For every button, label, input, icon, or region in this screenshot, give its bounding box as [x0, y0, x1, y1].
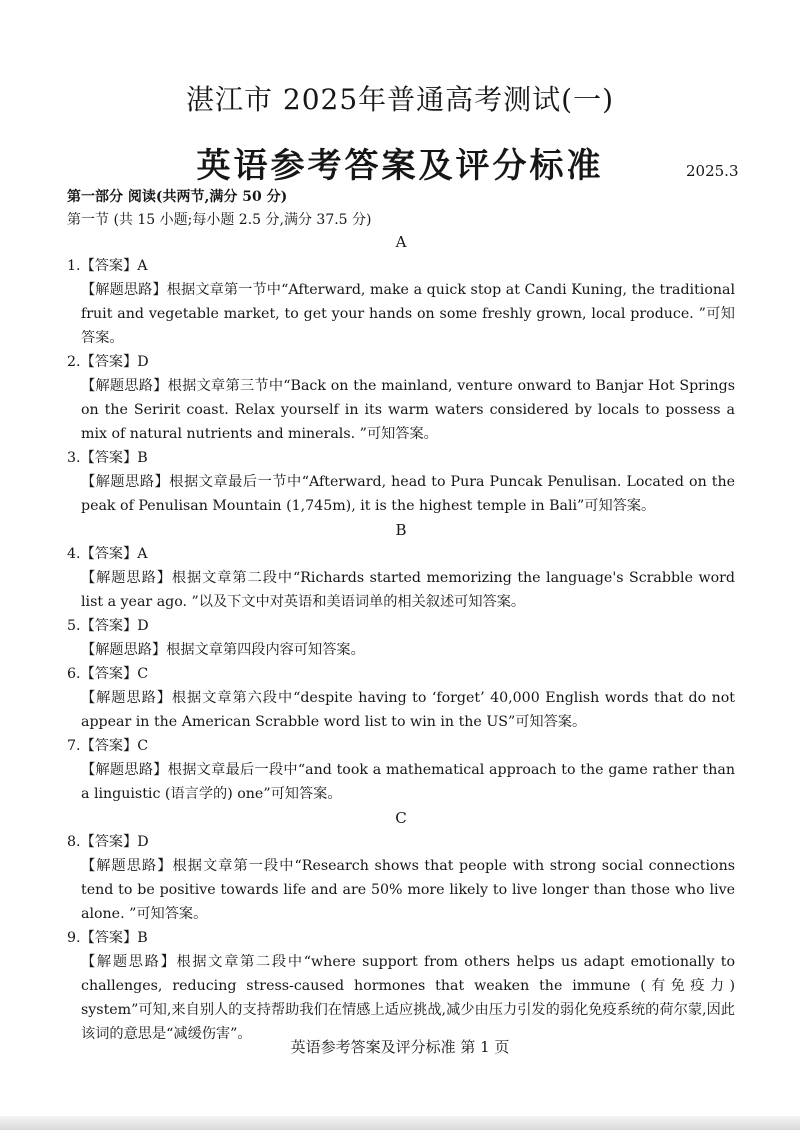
answer-key: 1.【答案】A [67, 258, 148, 274]
section-heading: 第一节 (共 15 小题;每小题 2.5 分,满分 37.5 分) [67, 212, 372, 228]
document-title: 英语参考答案及评分标准 [196, 146, 604, 186]
answer-explanation: 【解题思路】根据文章第一节中“Afterward, make a quick stop at Candi Kuning, the traditional fruit and vegetable market, to get your hands on some freshly grown, local produce. ”可知答案。 [81, 282, 735, 346]
passage-group-b [67, 518, 735, 806]
page-footer: 英语参考答案及评分标准 第 1 页 [290, 1038, 510, 1056]
answer-explanation: 【解题思路】根据文章第四段内容可知答案。 [81, 642, 365, 658]
answer-explanation: 【解题思路】根据文章第一段中“Research shows that people with strong social connections tend to be positive towards life and are 50% more likely to live longer than those who live alone. ”可知答案。 [81, 858, 735, 922]
answer-item [67, 614, 735, 662]
answer-explanation: 【解题思路】根据文章最后一节中“Afterward, head to Pura Puncak Penulisan. Located on the peak of Penulisan Mountain (1,745m), it is the highest temple in Bali”可知答案。 [81, 474, 735, 514]
passage-group-a [67, 230, 735, 518]
answer-key: 8.【答案】D [67, 834, 149, 850]
answer-key: 4.【答案】A [67, 546, 148, 562]
answer-list [67, 230, 735, 1046]
passage-label: C [395, 809, 407, 827]
exam-title: 湛江市 2025年普通高考测试(一) [185, 83, 614, 116]
answer-explanation: 【解题思路】根据文章第六段中“despite having to ‘forget’ 40,000 English words that do not appear in the American Scrabble word list to win in the US”可知答案。 [81, 690, 735, 730]
passage-label: B [395, 521, 407, 539]
answer-key: 3.【答案】B [67, 450, 148, 466]
answer-key: 6.【答案】C [67, 666, 149, 682]
answer-explanation: 【解题思路】根据文章第二段中“Richards started memorizing the language's Scrabble word list a year ago. ”以及下文中对英语和美语词单的相关叙述可知答案。 [81, 570, 735, 610]
answer-key: 2.【答案】D [67, 354, 149, 370]
answer-item [67, 446, 735, 518]
answer-key: 7.【答案】C [67, 738, 149, 754]
answer-item [67, 662, 735, 734]
answer-item [67, 830, 735, 926]
answer-explanation: 【解题思路】根据文章第三节中“Back on the mainland, venture onward to Banjar Hot Springs on the Seririt coast. Relax yourself in its warm waters considered by locals to possess a mix of natural nutrients and minerals. ”可知答案。 [81, 378, 735, 442]
passage-group-c [67, 806, 735, 1046]
answer-item [67, 350, 735, 446]
passage-label: A [395, 233, 407, 251]
exam-date: 2025.3 [686, 162, 739, 180]
answer-explanation: 【解题思路】根据文章最后一段中“and took a mathematical approach to the game rather than a linguistic (语言学的) one”可知答案。 [81, 762, 735, 802]
answer-explanation: 【解题思路】根据文章第二段中“where support from others helps us adapt emotionally to challenges, reducing stress-caused hormones that weaken the immune (有免疫力) system”可知,来自别人的支持帮助我们在情感上适应挑战,减少由压力引发的弱化免疫系统的荷尔蒙,因此该词的意思是“减缓伤害”。 [81, 954, 735, 1042]
answer-item [67, 542, 735, 614]
answer-key: 9.【答案】B [67, 930, 148, 946]
answer-item [67, 926, 735, 1046]
answer-item [67, 254, 735, 350]
answer-key: 5.【答案】D [67, 618, 149, 634]
page-edge-shadow [0, 1116, 800, 1130]
part-heading: 第一部分 阅读(共两节,满分 50 分) [67, 189, 288, 205]
answer-item [67, 734, 735, 806]
